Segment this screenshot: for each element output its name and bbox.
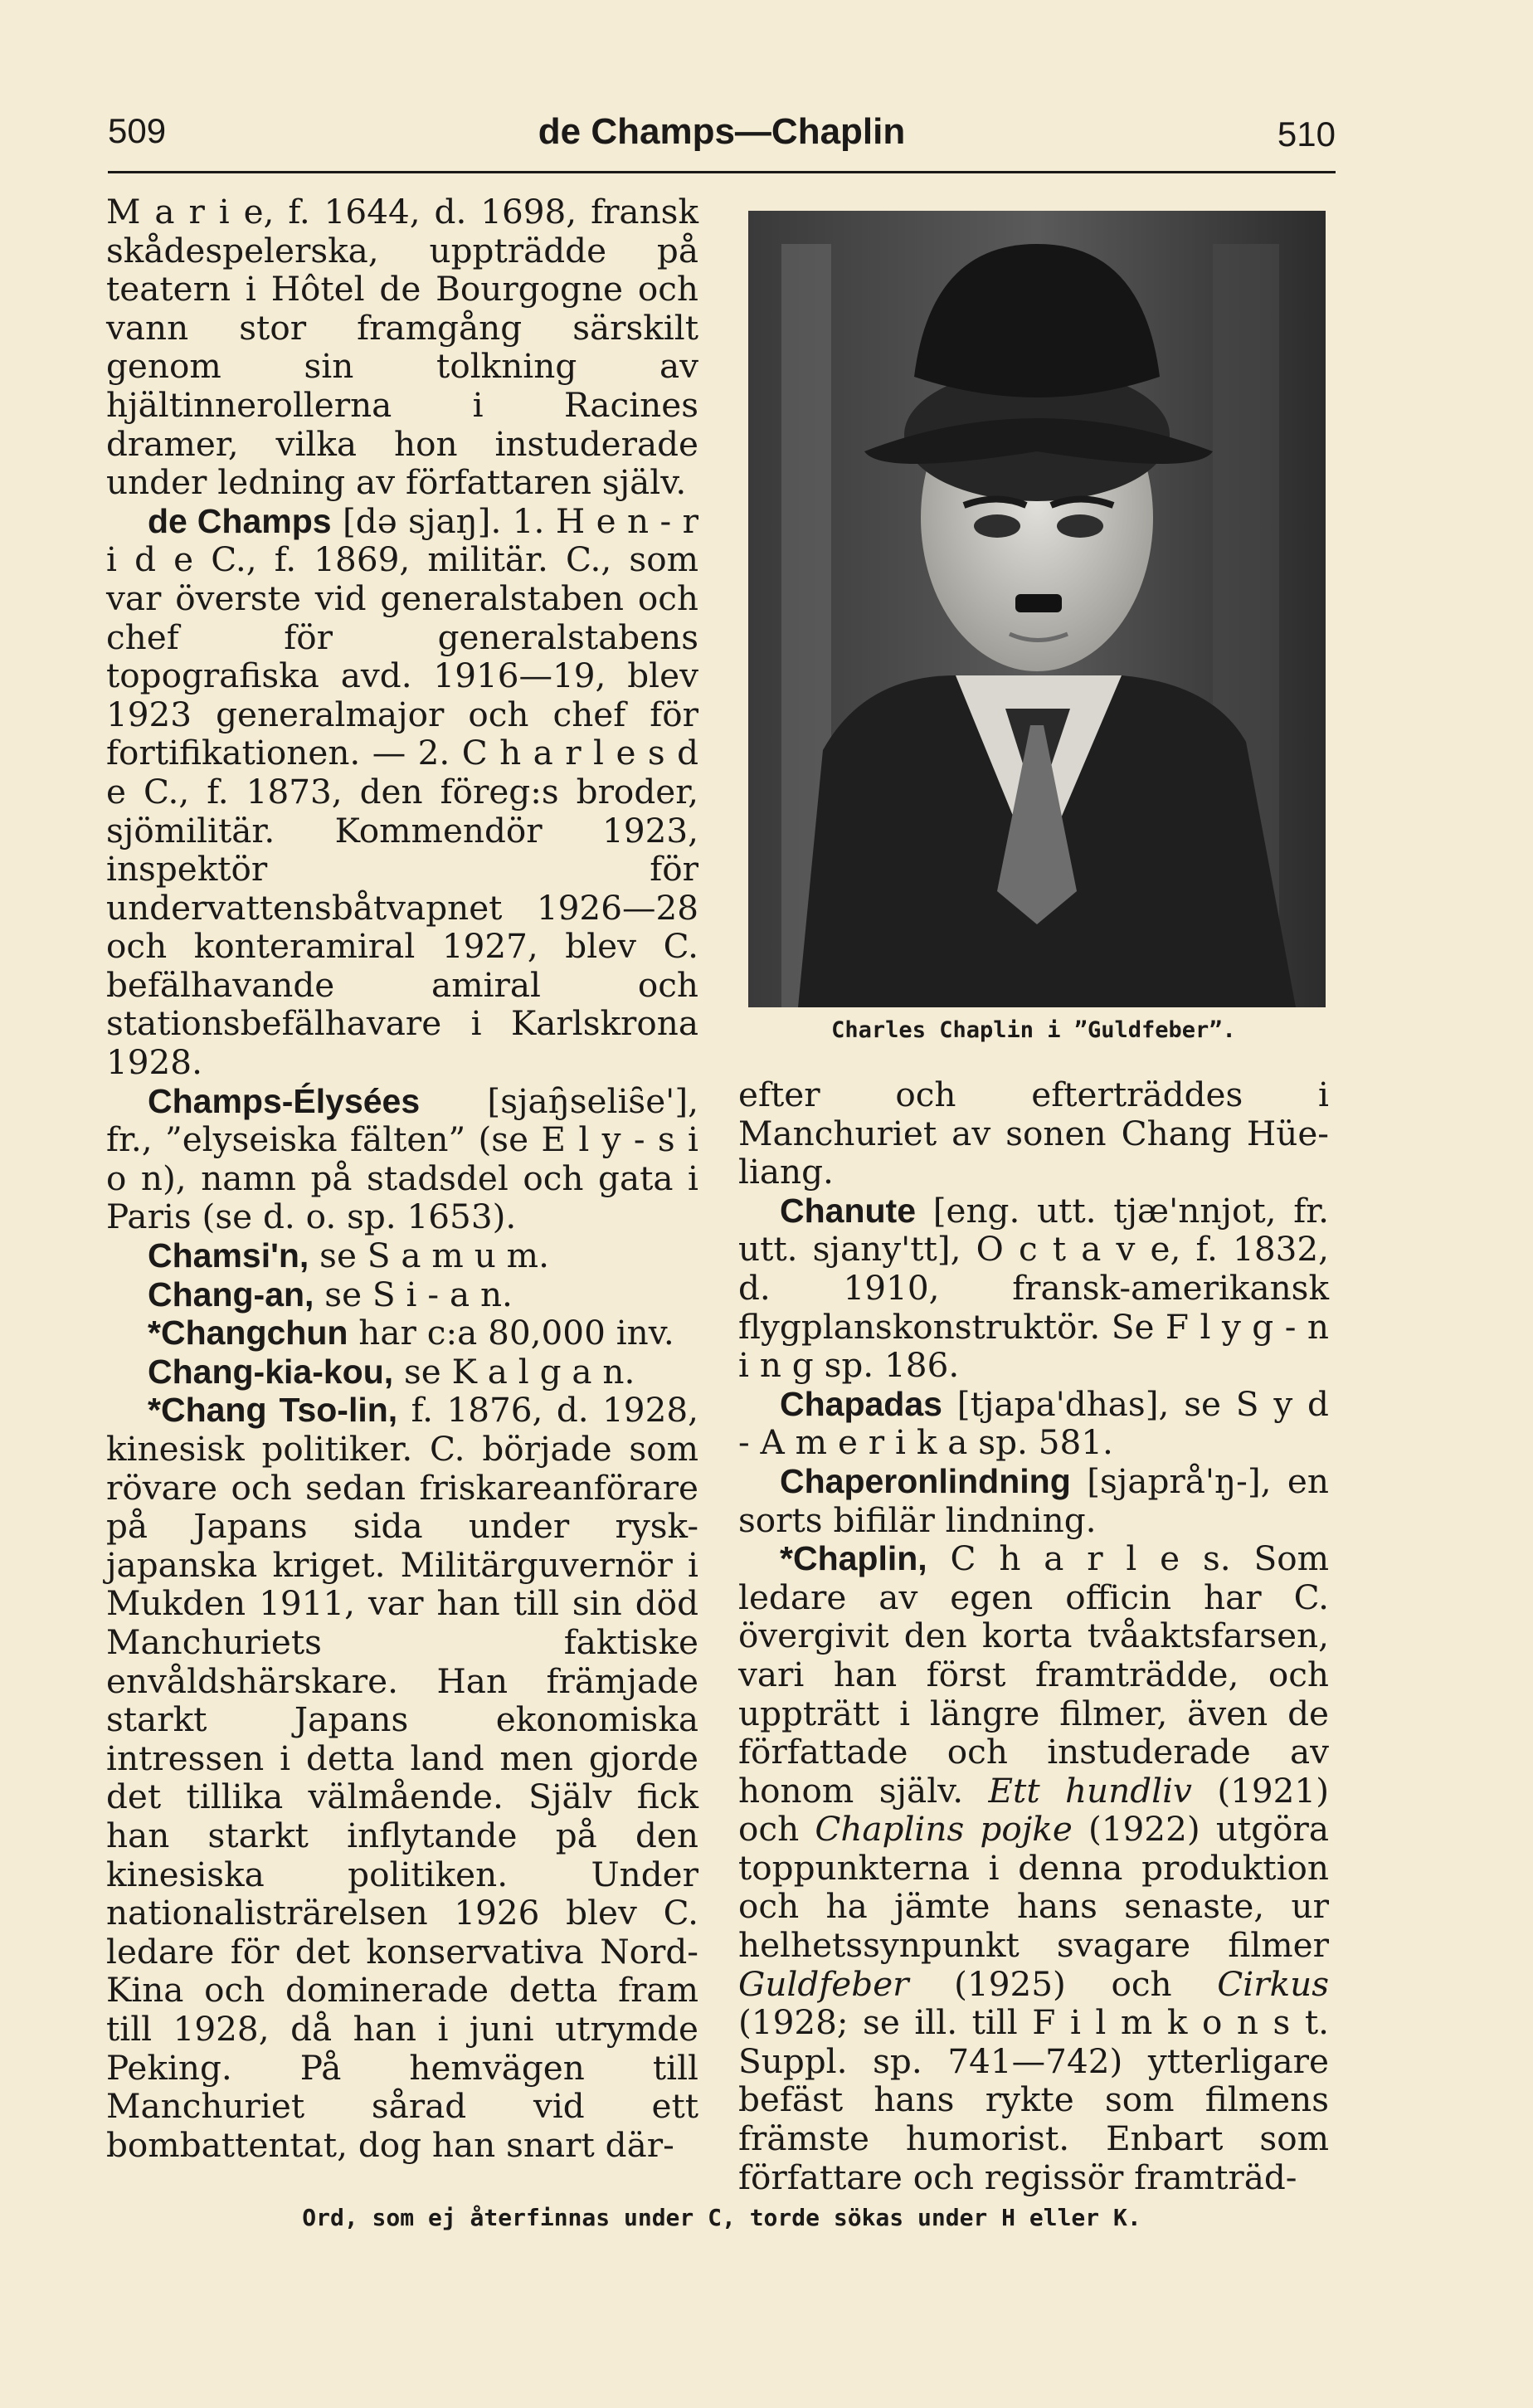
entry-chang-an [106,1275,698,1314]
entry-chanute [738,1192,1329,1385]
entry-text: (1925) och [908,1963,1218,2004]
entry-text: se S i - a n. [314,1274,513,1314]
entry-text: se S a m u m. [309,1236,549,1276]
headword: Chang-kia-kou, [148,1352,394,1391]
entry-text: [eng. utt. tjæ'nnjot, fr. utt. sjany'tt], O c t a v e, f. 1832, d. 1910, fransk-amerikansk flygplanskonstruktör. Se F l y g - n i n g sp. 186. [738,1190,1329,1386]
headword: Champs-Élysées [148,1081,421,1120]
headword: *Chaplin, [780,1539,927,1578]
entry-changchun [106,1314,698,1353]
right-column [738,1075,1329,2196]
page-number-left: 509 [108,111,167,150]
headword: *Chang Tso-lin, [148,1391,398,1430]
entry-text: [sjaprå'ŋ-], en sorts bifilär lindning. [738,1460,1329,1540]
headword: de Champs [148,501,332,540]
entry-text: se K a l g a n. [393,1351,635,1392]
headword: Chang-an, [148,1275,314,1314]
page-number-right: 510 [1277,115,1336,154]
entry-text: [tjapa'dhas], se S y d - A m e r i k a sp. 581. [738,1383,1329,1463]
entry-text: (1928; se ill. till F i l m k o n s t. Suppl. sp. 741—742) ytterligare befäst hans rykte som filmens främste humorist. Enbart som författare och regissör framträd- [738,2002,1329,2197]
entry-text: [sjaŋ̑selis̑e'], fr., ”elyseiska fälten” (se E l y - s i o n), namn på stadsdel och gata i Paris (se d. o. sp. 1653). [106,1080,698,1237]
entry-chang-kia-kou [106,1353,698,1392]
entry-champs-elysees [106,1082,698,1236]
entry-marie: M a r i e, f. 1644, d. 1698, fransk skådespelerska, uppträdde på teatern i Hôtel de Bourgogne och vann stor framgång särskilt genom sin tolkning av hjältinnerollerna i Racines dramer, vilka hon instuderade under ledning av författaren själv. [106,192,698,503]
entry-continuation: efter och efterträddes i Manchuriet av sonen Chang Hüe-liang. [738,1075,1329,1192]
page-header [108,106,1336,164]
entry-chang-tso-lin [106,1391,698,2164]
film-title: Cirkus [1217,1963,1329,2004]
entry-chamsin [106,1236,698,1275]
entry-chaperonlindning [738,1462,1329,1539]
running-title: de Champs—Chaplin [538,111,906,152]
entry-text: C h a r l e s. Som ledare av egen officin har C. övergivit den korta tvåaktsfarsen, vari han först framträdde, och uppträtt i längre filmer, även de författade och instuderade av honom själv. [738,1538,1329,1811]
headword: Chanute [780,1191,916,1230]
entry-de-champs [106,502,698,1082]
entry-text: [də sjaŋ]. 1. H e n - r i d e C., f. 1869, militär. C., som var överste vid generalstaben och chef för generalstabens topografiska avd. 1916—19, blev 1923 generalmajor och chef för fortifikationen. — 2. C h a r l e s d e C., f. 1873, den föreg:s broder, sjömilitär. Kommendör 1923, inspektör för undervattensbåtvapnet 1926—28 och konteramiral 1927, blev C. befälhavande amiral och stationsbefälhavare i Karlskrona 1928. [106,500,698,1083]
figure-caption: Charles Chaplin i ”Guldfeber”. [831,1017,1236,1043]
header-rule [108,171,1336,173]
headword: Chapadas [780,1384,942,1423]
entry-text: (1921) och [738,1770,1330,1850]
entry-chaplin [738,1539,1329,2196]
chaplin-portrait-photo [748,211,1326,1007]
headword: *Changchun [148,1314,348,1353]
portrait-illustration [748,211,1326,1007]
headword: Chaperonlindning [780,1461,1071,1500]
entry-chapadas [738,1385,1329,1462]
entry-text: (1922) utgöra toppunkterna i denna produktion och ha jämte hans senaste, ur helhetssynpunkt svagare filmer [738,1809,1329,1966]
entry-text: f. 1876, d. 1928, kinesisk politiker. C. började som rövare och sedan friskareanförare på Japans sida under rysk-japanska kriget. Militärguvernör i Mukden 1911, var han till sin död Manchuriets faktiske envåldshärskare. Han främjade starkt Japans ekonomiska intressen i detta land men gjorde det tillika välmående. Själv fick han starkt inflytande på den kinesiska politiken. Under nationalisträrelsen 1926 blev C. ledare för det konservativa Nord-Kina och dominerade detta fram till 1928, då han i juni utrymde Peking. På hemvägen till Manchuriet sårad vid ett bombattentat, dog han snart där- [106,1390,698,2165]
headword: Chamsi'n, [148,1236,309,1275]
film-title: Chaplins pojke [815,1809,1073,1850]
left-column [106,193,698,2164]
film-title: Guldfeber [738,1963,909,2004]
page-footer-note: Ord, som ej återfinnas under C, torde sökas under H eller K. [302,2204,1141,2231]
entry-text: har c:a 80,000 inv. [348,1313,674,1353]
film-title: Ett hundliv [988,1770,1192,1811]
